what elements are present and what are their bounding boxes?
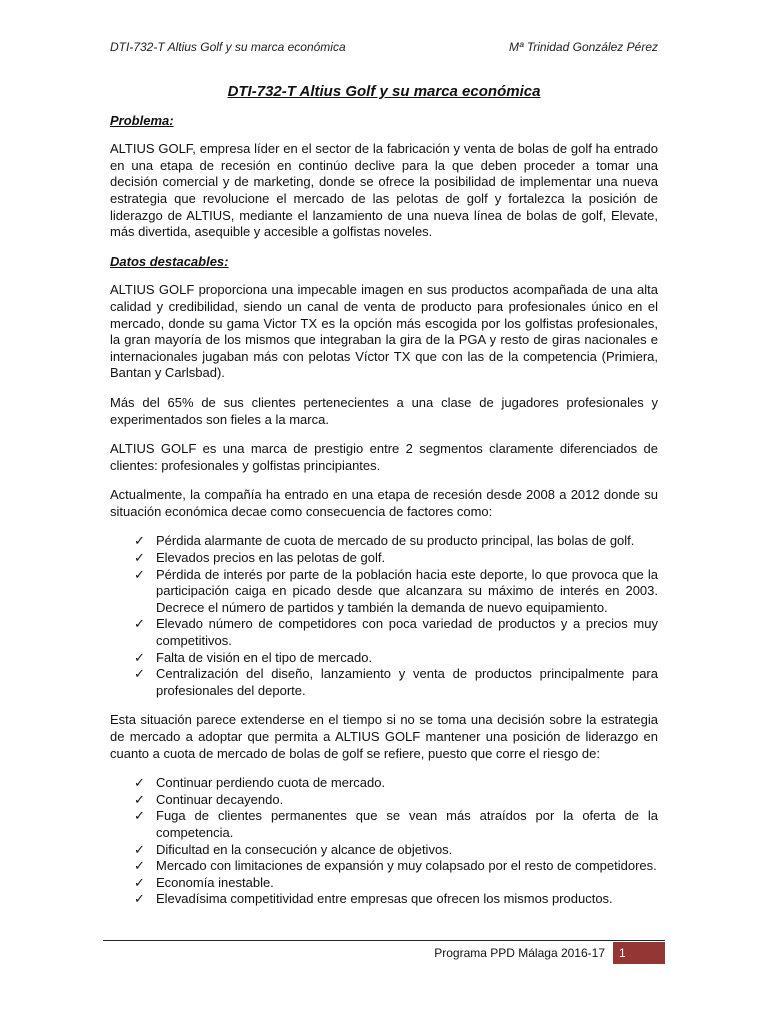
check-icon: ✓: [134, 808, 145, 824]
check-icon: ✓: [134, 874, 145, 890]
riesgos-list: [110, 775, 658, 908]
list-item: [134, 666, 658, 699]
paragraph-datos-4: Actualmente, la compañía ha entrado en una etapa de recesión desde 2008 a 2012 donde su situación económica decae como consecuencia de factores como:: [110, 487, 658, 519]
paragraph-datos-2: Más del 65% de sus clientes pertenecientes a una clase de jugadores profesionales y experimentados son fieles a la marca.: [110, 394, 658, 427]
list-item: [134, 616, 658, 649]
heading-problema: Problema:: [110, 112, 174, 128]
check-icon: ✓: [134, 791, 145, 807]
factores-list: [110, 533, 658, 699]
list-item-text: Mercado con limitaciones de expansión y muy colapsado por el resto de competidores.: [156, 858, 657, 874]
list-item-text: Continuar perdiendo cuota de mercado.: [156, 775, 386, 791]
check-icon: ✓: [134, 533, 145, 549]
paragraph-datos-3: ALTIUS GOLF es una marca de prestigio entre 2 segmentos claramente diferenciados de clientes: profesionales y golfistas principiantes.: [110, 441, 658, 473]
document-title: DTI-732-T Altius Golf y su marca económica: [227, 83, 541, 100]
header-left-title: DTI-732-T Altius Golf y su marca económica: [110, 40, 346, 54]
list-item-text: Elevadísima competitividad entre empresas que ofrecen los mismos productos.: [156, 891, 613, 907]
page-number-badge: 1: [613, 942, 665, 964]
list-item-text: Fuga de clientes permanentes que se vean más atraídos por la oferta de la competencia.: [156, 808, 658, 840]
check-icon: ✓: [134, 891, 145, 907]
page-header: [110, 40, 658, 54]
check-icon: ✓: [134, 775, 145, 791]
check-icon: ✓: [134, 550, 145, 566]
check-icon: ✓: [134, 666, 145, 682]
list-item: [134, 841, 658, 859]
document-body: [110, 84, 658, 921]
list-item-text: Pérdida alarmante de cuota de mercado de su producto principal, las bolas de golf.: [156, 533, 635, 549]
header-author: Mª Trinidad González Pérez: [509, 40, 658, 54]
paragraph-datos-5: Esta situación parece extenderse en el tiempo si no se toma una decisión sobre la estrategia de mercado a adoptar que permita a ALTIUS GOLF mantener una posición de liderazgo en cuanto a cuota de mercado de bolas de golf se refiere, puesto que corre el riesgo de:: [110, 712, 658, 761]
check-icon: ✓: [134, 616, 145, 632]
list-item-text: Pérdida de interés por parte de la población hacia este deporte, lo que provoca que la participación caiga en picado desde que alcanzara su máximo de interés en 2003. Decrece el número de partidos y también la demanda de nuevo equipamiento.: [156, 566, 658, 615]
list-item: [134, 891, 658, 908]
list-item-text: Economía inestable.: [156, 874, 274, 890]
footer-program: Programa PPD Málaga 2016-17: [434, 946, 605, 960]
list-item: [134, 858, 658, 875]
list-item-text: Centralización del diseño, lanzamiento y venta de productos principalmente para profesionales del deporte.: [156, 666, 658, 698]
list-item: [134, 533, 658, 550]
list-item: [134, 566, 658, 617]
paragraph-datos-1: ALTIUS GOLF proporciona una impecable imagen en sus productos acompañada de una alta calidad y credibilidad, siendo un canal de venta de producto para profesionales único en el mercado, donde su gama Victor TX es la opción más escogida por los golfistas profesionales, la gran mayoría de los mismos que integraban la gira de la PGA y resto de giras nacionales e internacionales jugaban más con pelotas Víctor TX que con las de la competencia (Primiera, Bantan y Carlsbad).: [110, 282, 658, 381]
page-footer: [103, 942, 665, 964]
list-item-text: Falta de visión en el tipo de mercado.: [156, 649, 373, 665]
list-item: [134, 791, 658, 809]
check-icon: ✓: [134, 566, 145, 582]
check-icon: ✓: [134, 858, 145, 874]
list-item: [134, 808, 658, 841]
list-item-text: Elevados precios en las pelotas de golf.: [156, 550, 386, 566]
list-item-text: Continuar decayendo.: [156, 791, 284, 807]
footer-divider: [103, 940, 665, 941]
list-item: [134, 775, 658, 792]
list-item-text: Elevado número de competidores con poca variedad de productos y a precios muy competitivos.: [156, 616, 658, 649]
list-item: [134, 874, 658, 892]
check-icon: ✓: [134, 841, 145, 857]
list-item: [134, 550, 658, 567]
heading-datos-destacables: Datos destacables:: [110, 253, 229, 269]
list-item-text: Dificultad en la consecución y alcance de objetivos.: [156, 841, 453, 857]
check-icon: ✓: [134, 649, 145, 665]
paragraph-problema: ALTIUS GOLF, empresa líder en el sector de la fabricación y venta de bolas de golf ha entrado en una etapa de recesión en continúo declive para la que deben proceder a tomar una decisión comercial y de marketing, donde se ofrece la posibilidad de implementar una nueva estrategia que revolucione el mercado de las pelotas de golf y fortalezca la posición de liderazgo de ALTIUS, mediante el lanzamiento de una nueva línea de bolas de golf, Elevate, más divertida, asequible y accesible a golfistas noveles.: [110, 141, 658, 240]
list-item: [134, 649, 658, 667]
